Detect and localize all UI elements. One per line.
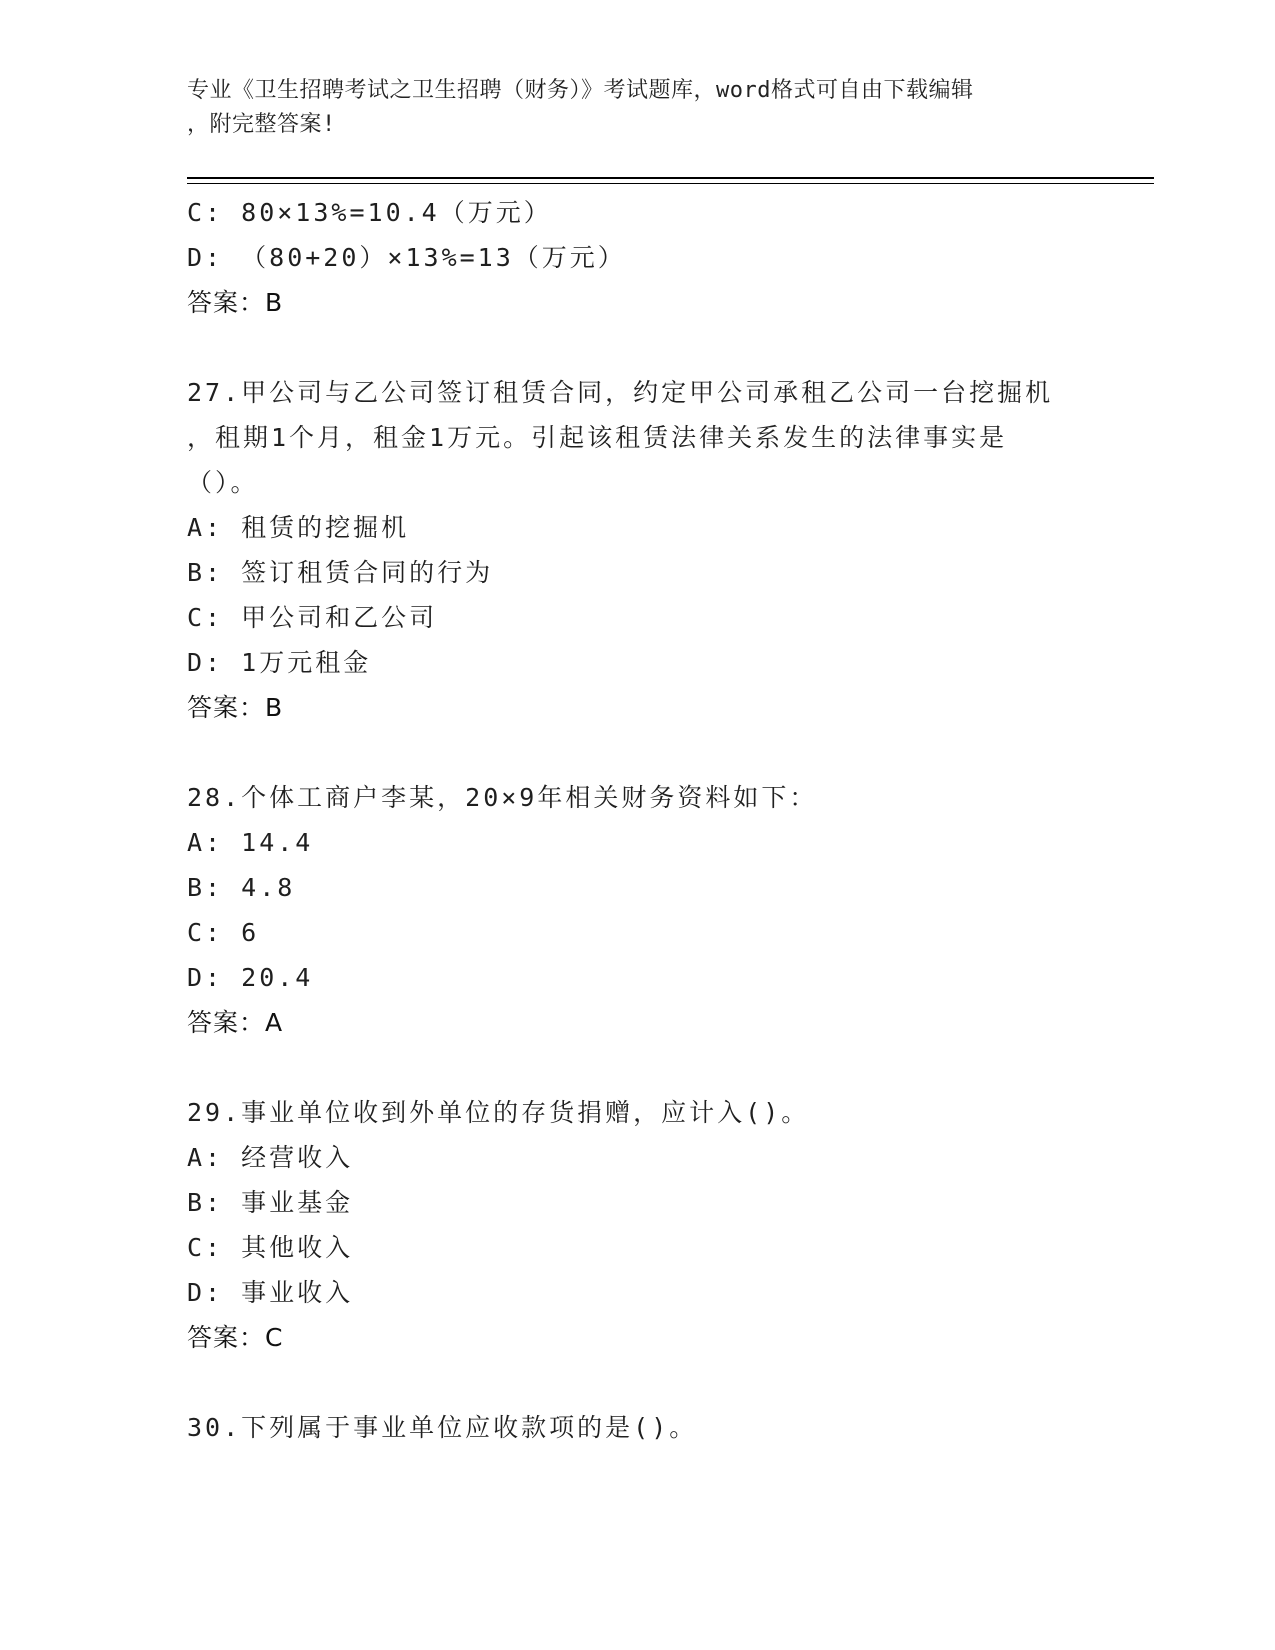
option-d: D: 事业收入 bbox=[187, 1278, 354, 1307]
question-28 bbox=[187, 775, 1107, 1045]
document-header bbox=[187, 74, 1067, 142]
question-stem-line: 30.下列属于事业单位应收款项的是()。 bbox=[187, 1413, 698, 1442]
option-a: A: 租赁的挖掘机 bbox=[187, 513, 410, 542]
question-27 bbox=[187, 370, 1107, 730]
header-line-1: 专业《卫生招聘考试之卫生招聘（财务）》考试题库，word格式可自由下载编辑 bbox=[187, 78, 974, 103]
option-b: B: 签订租赁合同的行为 bbox=[187, 558, 494, 587]
option-b: B: 事业基金 bbox=[187, 1188, 354, 1217]
option-c: C: 6 bbox=[187, 918, 260, 947]
option-c: C: 其他收入 bbox=[187, 1233, 354, 1262]
answer-line: 答案：C bbox=[187, 1323, 284, 1352]
question-29 bbox=[187, 1090, 1107, 1360]
question-stem-line: （）。 bbox=[187, 468, 259, 497]
option-d: D: 20.4 bbox=[187, 963, 314, 992]
option-c: C: 甲公司和乙公司 bbox=[187, 603, 438, 632]
answer-line: 答案：B bbox=[187, 693, 284, 722]
header-line-2: ，附完整答案! bbox=[187, 112, 336, 137]
option-d: D: 1万元租金 bbox=[187, 648, 372, 677]
header-divider-thick bbox=[187, 177, 1154, 179]
previous-question-tail bbox=[187, 190, 1107, 325]
option-a: A: 14.4 bbox=[187, 828, 314, 857]
answer-line: 答案：B bbox=[187, 288, 284, 317]
option-b: B: 4.8 bbox=[187, 873, 296, 902]
question-stem-line: 27.甲公司与乙公司签订租赁合同，约定甲公司承租乙公司一台挖掘机 bbox=[187, 378, 1054, 407]
option-c: C: 80×13%=10.4（万元） bbox=[187, 198, 552, 227]
option-a: A: 经营收入 bbox=[187, 1143, 354, 1172]
question-stem-line: ，租期1个月，租金1万元。引起该租赁法律关系发生的法律事实是 bbox=[187, 423, 1008, 452]
answer-line: 答案：A bbox=[187, 1008, 284, 1037]
question-stem-line: 29.事业单位收到外单位的存货捐赠，应计入()。 bbox=[187, 1098, 810, 1127]
header-divider-thin bbox=[187, 183, 1154, 184]
option-d: D: （80+20）×13%=13（万元） bbox=[187, 243, 626, 272]
question-30 bbox=[187, 1405, 1107, 1450]
question-stem-line: 28.个体工商户李某，20×9年相关财务资料如下： bbox=[187, 783, 818, 812]
question-list bbox=[187, 190, 1107, 1450]
